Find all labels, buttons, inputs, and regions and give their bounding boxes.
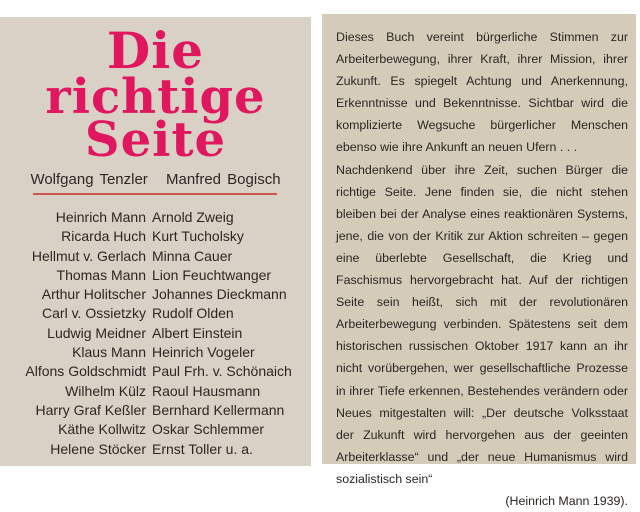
contributor-name: Heinrich Mann bbox=[55, 209, 146, 225]
contributor-name: Klaus Mann bbox=[72, 344, 146, 361]
contributor-name: Arthur Holitscher bbox=[41, 286, 146, 303]
title-line-1: Die bbox=[106, 21, 205, 80]
contributor-name: Arnold Zweig bbox=[152, 209, 234, 225]
contributor-row bbox=[0, 383, 311, 402]
contributor-name: Hellmut v. Gerlach bbox=[31, 247, 146, 264]
contributor-name: Ludwig Meidner bbox=[47, 324, 146, 341]
contributor-name: Heinrich Vogeler bbox=[152, 344, 255, 361]
title-line-2: richtige bbox=[45, 69, 266, 125]
contributor-row bbox=[0, 363, 311, 382]
contributor-name: Thomas Mann bbox=[56, 266, 146, 283]
contributor-row bbox=[0, 441, 311, 460]
contributor-name: Albert Einstein bbox=[152, 324, 243, 341]
blurb bbox=[336, 26, 628, 512]
contributor-name: Minna Cauer bbox=[152, 247, 233, 264]
contributor-name: Kurt Tucholsky bbox=[152, 228, 244, 245]
contributor-row bbox=[0, 267, 311, 286]
contributor-name: Alfons Goldschmidt bbox=[25, 363, 146, 380]
contributor-name: Käthe Kollwitz bbox=[58, 421, 146, 438]
author-1: Wolfgang Tenzler bbox=[30, 171, 148, 188]
contributor-name: Raoul Hausmann bbox=[152, 382, 261, 399]
contributor-name: Ricarda Huch bbox=[61, 228, 146, 245]
contributor-row bbox=[0, 402, 311, 421]
contributor-list bbox=[0, 209, 311, 460]
contributor-row bbox=[0, 228, 311, 247]
contributor-row bbox=[0, 286, 311, 305]
contributor-row bbox=[0, 344, 311, 363]
contributor-row bbox=[0, 421, 311, 440]
blurb-paragraph-1: Dieses Buch vereint bürgerliche Stimmen zur Arbeiterbewegung, ihrer Kraft, ihrer Mission, ihrer Zukunft. Es spiegelt Achtung und Anerkennung, Erkenntnisse und Bekenntnisse. Sichtbar wird die komplizierte Wegsuche bürgerlicher Menschen ebenso wie ihre Ankunft an neuen Ufern . . . bbox=[336, 30, 628, 155]
author-2: Manfred Bogisch bbox=[165, 171, 281, 188]
attribution: (Heinrich Mann 1939). bbox=[505, 493, 628, 508]
contributor-row bbox=[0, 209, 311, 228]
authors bbox=[0, 171, 311, 188]
contributor-name: Rudolf Olden bbox=[152, 305, 234, 322]
contributor-name: Harry Graf Keßler bbox=[35, 401, 146, 418]
contributor-name: Carl v. Ossietzky bbox=[42, 305, 146, 322]
contributor-name: Oskar Schlemmer bbox=[152, 421, 265, 438]
contributor-name: Helene Stöcker bbox=[50, 440, 146, 457]
contributor-row bbox=[0, 305, 311, 324]
blurb-paragraph-2: Nachdenkend über ihre Zeit, suchen Bürger die richtige Seite. Jene finden sie, die nicht stehen bleiben bei der Analyse eines reaktionären Systems, jene, die von der Kritik zur Aktion schreiten – gegen eine überlebte Gesellschaft, die Krieg und Faschismus hervorgebracht hat. Auf der richtigen Seite sein heißt, sich mit der revolutionären Arbeiterbewegung verbinden. Spätestens seit dem historischen russischen Oktober 1917 kann an ihr nicht vorübergehen, wer gesellschaftliche Prozesse in ihrer Tiefe erkennen, Bestehendes verändern oder Neues mitgestalten will: „Der deutsche Volksstaat der Zukunft wird hervorgehen aus der geeinten Arbeiterklasse“ und „der neue Humanismus wird sozialistisch sein“ bbox=[336, 162, 628, 486]
contributor-name: Ernst Toller u. a. bbox=[152, 440, 253, 457]
contributor-row bbox=[0, 248, 311, 267]
back-cover bbox=[322, 14, 636, 508]
contributor-row bbox=[0, 325, 311, 344]
divider-line bbox=[33, 193, 277, 195]
title-line-3: Seite bbox=[84, 112, 227, 168]
contributor-name: Bernhard Kellermann bbox=[152, 401, 285, 418]
contributor-name: Paul Frh. v. Schönaich bbox=[152, 363, 292, 380]
front-cover bbox=[0, 17, 311, 466]
contributor-name: Lion Feuchtwanger bbox=[152, 266, 272, 283]
contributor-name: Johannes Dieckmann bbox=[152, 286, 287, 303]
contributor-name: Wilhelm Külz bbox=[65, 382, 146, 399]
